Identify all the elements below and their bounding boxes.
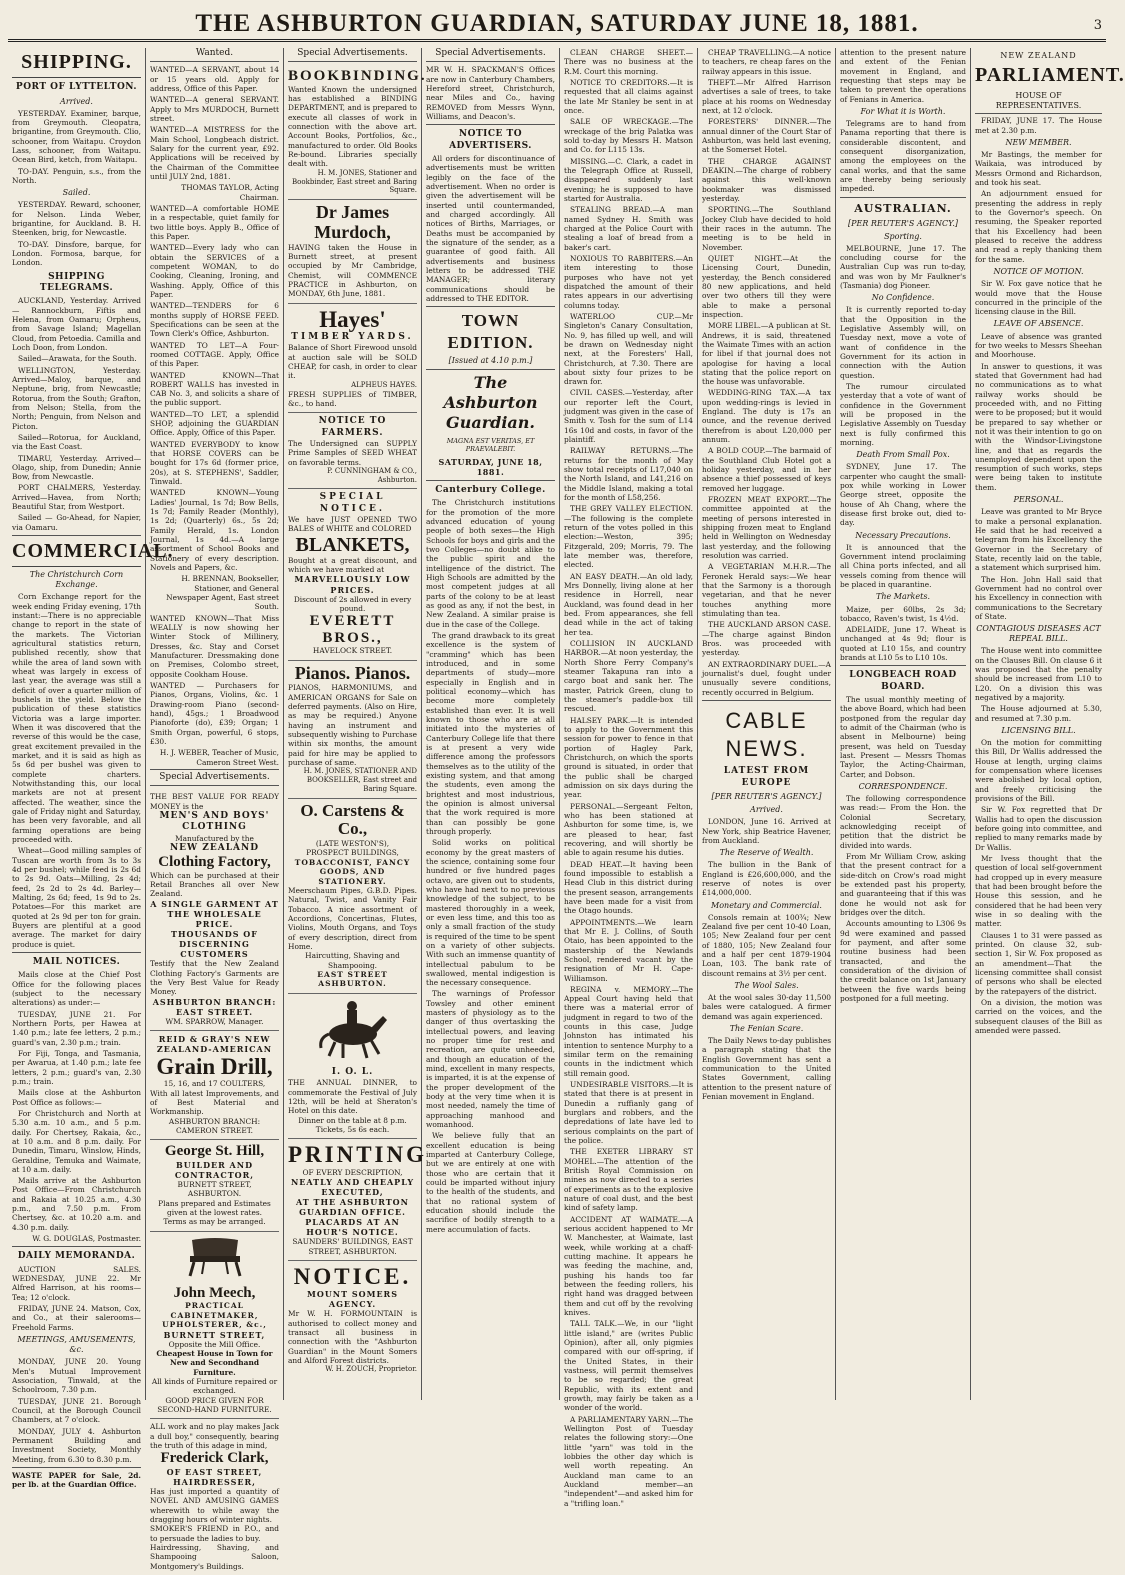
motto: MAGNA EST VERITAS, ET PRAEVALEBIT. [446,436,535,453]
news-item: FRIDAY, JUNE 17. The House met at 2.30 p.m. [975,116,1102,135]
wanted-ad: WANTED—A general SERVANT. Apply to Mrs MURDOCH, Burnett street. [150,95,279,123]
mount-somers-notice: NOTICE. MOUNT SOMERS AGENCY. Mr W. H. FORMOUNTAIN is authorised to collect money and transact all business in connection with the "Ashburton Guardian" in the Mount Somers and Alford Forest districts. W. H. ZOUCH, Proprietor. [288,1263,417,1374]
wanted-ad: WANTED—A comfortable HOME in a respectable, quiet family for two little boys. Apply B., Office of this Paper. [150,203,279,241]
ad-signature: H. J. WEBER, Teacher of Music, Cameron Street West. [159,748,279,767]
news-item: STEALING BREAD.—A man named Sydney H. Smith was charged at the Police Court with stealing a loaf of bread from a baker's cart. [564,205,693,252]
news-item: DEAD HEAT.—It having been found impossible to establish a Head Club in this district during the present season, arrangements have been made for a visit from the Otago hounds. [564,859,693,916]
paragraph: Corn Exchange report for the week ending Friday evening, 17th instant:—There is no appreciable change to report in the state of the markets. The Victorian agricultural statistics return, published recently, show that while the area of land sown with wheat was largely in excess of last year, the average was still a deficit of over a quarter million of bushels in the yield. Below the publication of these statistics Victoria was a large importer. When it was discovered that the reverse of this would be the case, great excitement prevailed in the market, and it is said as high as 5s 6d per bushel was given to complete charters. Notwithstanding this, our local markets are not at present affected. The weather, since the gale of Friday night and Saturday, has been very favorable, and all farming operations are being proceeded with. [12,592,141,844]
builder-ad: George St. Hill, BUILDER AND CONTRACTOR, BURNETT STREET, ASHBURTON. Plans prepared and Estimates given at the lowest rates. Terms as may be arranged. [150,1140,279,1231]
news-item: THE CHARGE AGAINST DEAKIN.—The charge of robbery against this well-known bookmaker was dismissed yesterday. [702,156,831,203]
subheading: Necessary Precautions. [855,530,951,540]
issued-time: [Issued at 4.10 p.m.] [448,356,533,366]
news-item: On the motion for committing this Bill, Dr Wallis addressed the House at length, urging claims for compensation where licenses were abolished by local option, and freely criticising the provisions of the Bill. [975,738,1102,803]
reuters-credit: [PER REUTER'S AGENCY.] [711,792,822,802]
news-item: Sir W. Fox gave notice that he would move that the House concurred in the principle of the licensing clause in the Bill. [975,279,1102,317]
paragraph: TUESDAY, JUNE 21. Borough Council, at the Borough Council Chambers, at 7 o'clock. [12,1396,141,1425]
news-item: The bullion in the Bank of England is £26,600,000, and the reserve of notes is over £14,000,000. [702,860,831,898]
news-item: SYDNEY, June 17. The carpenter who caught the small-pox while working in Lower George street, opposite the house of Ah Chang, where the disease first broke out, died to-day. [840,462,966,528]
town-edition-heading: TOWN EDITION. [447,311,534,352]
news-item: ACCIDENT AT WAIMATE.—A serious accident happened to Mr W. Manchester, at Waimate, last week, while working at a chaff-cutting machine. It appears he was feeding the machine, and, pushing his hands too far between the feeding rollers, his right hand was dragged between them and cut off by the revolving knives. [564,1214,693,1317]
news-item: Accounts amounting to L306 9s 9d were examined and passed for payment, and after some routine business had been transacted, and the consideration of the division of the credit balance on 1st January between the five wards being postponed for a full meeting. [840,919,966,1004]
special-ads-heading: Special Advertisements. [426,48,555,62]
news-item: PERSONAL.—Sergeant Felton, who has been stationed at Ashburton for some time, is, we are pleased to hear, fast recovering, and will shortly be able to again resume his duties. [564,801,693,858]
news-item: A PARLIAMENTARY YARN.—The Wellington Post of Tuesday relates the following story:—One little "yarn" was told in the lobbies the other day which is well worth repeating. An Auckland man came to an Auckland member—an "independent"—and asked him for a "trifling loan." [564,1414,693,1508]
news-item: A BOLD COUP.—The barmaid of the Southland Club Hotel got a holiday yesterday, and in her absence a thief possessed of keys removed her luggage. [702,446,831,493]
shipping-telegrams-heading: SHIPPING TELEGRAMS. [39,271,114,293]
wanted-ad: WANTED—A SERVANT, about 14 or 15 years old. Apply for address, Office of this Paper. [150,65,279,93]
subheading: The Fenian Scare. [729,1024,804,1034]
paragraph: The Christchurch institutions for the promotion of the more advanced education of young people of both sexes—the High Schools for boys and girls and the two Colleges—no doubt alike to the public spirit and the intelligence of the district. The High Schools are admitted by the most competent judges at all parts of the colony to be at least as good as any, if not the best, in New Zealand. A similar praise is due in the case of the College. [426,498,555,629]
news-item: Maize, per 60lbs, 2s 3d; tobacco, Raven's twist, 1s 4½d. [840,604,966,623]
lol-dinner-ad: I. O. L. THE ANNUAL DINNER, to commemorate the Festival of July 12th, will be held at Sheraton's Hotel on this date. Dinner on the table at 8 p.m. Tickets, 5s 6s each. [288,1064,417,1139]
ad-signature: H. BRENNAN, Bookseller, Stationer, and General Newspaper Agent, East street South. [166,574,279,612]
subheading: CORRESPONDENCE. [858,782,948,792]
news-item: Leave was granted to Mr Bryce to make a personal explanation. He said that he had received a telegram from his Excellency the Governor in the Secretary of State, recently laid on the table, a statement which surprised him. [975,507,1102,573]
subheading: LICENSING BILL. [1001,725,1076,735]
port-heading: PORT OF LYTTELTON. [15,82,138,93]
paragraph: WELLINGTON, Yesterday. Arrived—Maloy, barque, and Neptune, brig, from Newcastle; Rotorua, from the South; Grafton, from Nelson; Stella, from the North; Penguin, from Nelson and Picton. [12,365,141,431]
wanted-ad: WANTED EVERYBODY to know that HORSE COVERS can be bought for 17s 6d (former price, 20s), at S. STEPHENS', Saddler, Tinwald. [150,439,279,487]
news-item: THE GREY VALLEY ELECTION.—The following is the complete return of the votes polled in this election:—Weston, 395; Fitzgerald, 209; Morris, 79. The late member was, therefore, elected. [564,504,693,570]
section-shipping: SHIPPING. [12,50,141,78]
newspaper-page [8,8,1125,1571]
news-item: WEDDING-RING TAX.—A tax upon wedding-rings is levied in England. The duty is 17s an ounce, and the revenue derived therefrom is about L20,000 per annum. [702,388,831,445]
clothing-factory-ad: THE BEST VALUE FOR READY MONEY is the MEN'S AND BOYS' CLOTHING Manufactured by the NEW ZEALAND Clothing Factory, Which can be purchased at their Retail Branches all over New Zealand. A SINGLE GARMENT AT THE WHOLESALE PRICE. THOUSANDS OF DISCERNING CUSTOMERS Testify that the New Zealand Clothing Factory's Garments are the Very Best Value for Ready Money. ASHBURTON BRANCH: EAST STREET. WM. SPARROW, Manager. [150,789,279,1031]
news-item: At the wool sales 30-day 11,500 bales were catalogued. A firmer demand was again experienced. [702,993,831,1021]
subheading: Monetary and Commercial. [711,900,822,910]
news-item: CIVIL CASES.—Yesterday, after our reporter left the Court, judgment was given in the case of Smith v. Tosh for the sum of L14 16s 10d and costs, in favor of the plaintiff. [564,388,693,445]
column-special-ads [284,48,428,1400]
news-item: COLLISION IN AUCKLAND HARBOR.—At noon yesterday, the North Shore Ferry Company's steamer Takapuna ran into a cargo boat and sank her. The master, Patrick Green, clung to the steamer's paddle-box till rescued. [564,639,693,714]
news-item: AN EASY DEATH.—An old lady, Mrs Donnelly, living alone at her residence in Horrell, near Auckland, was found dead in her bed. From appearances, she fell dead while in the act of taking her tea. [564,571,693,637]
special-ads-heading: Special Advertisements. [288,48,417,62]
news-item: Consols remain at 100¾; New Zealand five per cent 10-40 Loan, 105; New Zealand four per cent of 1880, 105; New Zealand four and a half per cent 1879-1904 Loan, 103. The bank rate of discount remains at 3½ per cent. [702,912,831,978]
paragraph: FRIDAY, JUNE 24. Matson, Cox, and Co., at their salerooms—Freehold Farms. [12,1304,141,1332]
wanted-ad: WANTED — Purchasers for Pianos, Organs, Violins, &c. 1 Drawing-room Piano (second-hand), 45gs.; 1 Broadwood Pianoforte (do), £39; Organ; 1 Smith Organ, powerful, 6 stops, £30. [150,681,279,746]
news-item: MISSING.—C. Clark, a cadet in the Telegraph Office at Russell, disappeared suddenly last evening; he is supposed to have started for Australia. [564,156,693,203]
page-number: 3 [1093,18,1102,33]
parliament-heading: PARLIAMENT. [975,64,1125,87]
paragraph: Sailed — Go-Ahead, for Napier, via Oamaru. [12,513,141,532]
news-item: RAILWAY RETURNS.—The returns for the month of May show total receipts of L17,040 on the North Island, and L41,216 on the Middle Island, making a total for the month of L58,256. [564,446,693,503]
subheading: CONTAGIOUS DISEASES ACT REPEAL BILL. [976,624,1101,644]
daily-memoranda-heading: DAILY MEMORANDA. [17,1251,136,1262]
news-item: An adjournment ensued for presenting the address in reply to the Governor's speech. On resuming, the Speaker reported that his Excellency had been pleased to receive the address and read a reply thanking them for the same. [975,189,1102,264]
wanted-ad: WANTED—TENDERS for 6 months supply of HORSE FEED. Specifications can be seen at the Town Clerk's Office, Ashburton. [150,301,279,339]
meetings-heading: MEETINGS, AMUSEMENTS, &c. [17,1335,136,1355]
wanted-ad: WANTED KNOWN—Young Ladies' Journal, 1s 7d; Bow Bells, 1s 7d; Family Reader (Monthly), 1s 2d; (Quarterly) 6s., 5s 2d; Family Herald, 1s. London Journal, 1s 4d.—A large assortment of School Books and Stationery of every description. Novels and Papers, &c. [150,488,279,573]
news-item: Mr Bastings, the member for Waikaia, was introduced by Messrs Ormond and Richardson, and took his seat. [975,150,1102,188]
masthead [8,8,1106,42]
news-item: FROZEN MEAT EXPORT.—The committee appointed at the meeting of persons interested in shipping frozen meat to England held in Wellington on Wednesday last yesterday, and the following resolution was carried. [702,495,831,561]
news-item: QUIET NIGHT.—At the Licensing Court, Dunedin, yesterday, the Bench considered 80 new applications, and held over two others till they were able to make a personal inspection. [702,253,831,319]
subheading: For What it is Worth. [860,106,946,116]
news-item: Mr Ivess thought that the question of local self-government had cropped up in every measure that had been brought before the House this session, and he considered that he had been very wise in so dealing with the matter. [975,853,1102,929]
paragraph: YESTERDAY. Examiner, barque, from Greymouth. Cleopatra, brigantine, from Greymouth. Clio, schooner, from Waitapu. Croydon Lass, schooner, from Waitapu. Ocean Bird, ketch, from Waitapu. [12,108,141,165]
news-item: From Mr William Crow, asking that the present contract for a side-ditch on Crow's road might be extended past his property, and guaranteeing that if this was done he would not ask for bridges over the ditch. [840,852,966,918]
column-editorial [422,48,560,1400]
paragraph: Wheat—Good milling samples of Tuscan are worth from 3s to 3s 4d per bushel; while feed is 2s 6d to 2s 9d. Oats—Milling, 2s 4d; feed, 2s 2d to 2s 4d. Barley—Malting, 2s 6d; feed, 1s 9d to 2s. Potatoes—For this market are quoted at 2s 9d per ton for grain. Buyers are plentiful at a good average. The market for dairy produce is quiet. [12,846,141,949]
paragraph: The warnings of Professor Towsley and other eminent masters of physiology as to the danger of thus overtasking the intellectual powers, and leaving no proper time for rest and recreation, are quite unheeded, and though an education of the mind, excellent in many respects, is imparted, it is at the expense of the proper development of the body at the very time when it is most needed, namely the time of approaching manhood and womanhood. [426,989,555,1130]
subheading: Sporting. [884,231,922,241]
masthead-gothic-title: The Ashburton Guardian. [443,373,538,433]
spackman-notice: MR W. H. SPACKMAN'S Offices are now in Canterbury Chambers, Hereford street, Christchurch, near Miles and Co., having REMOVED from Messrs Wynn, Williams, and Deacon's. [426,65,555,121]
cabinetmaker-ad: John Meech, PRACTICAL CABINETMAKER, UPHOLSTERER, &c., BURNETT STREET, Opposite the Mill Office. Cheapest House in Town for New and Secondhand Furniture. All kinds of Furniture repaired or exchanged. GOOD PRICE GIVEN FOR SECOND-HAND FURNITURE. [150,1282,279,1420]
wanted-ad: WANTED TO LET—A Four-roomed COTTAGE. Apply, Office of this Paper. [150,340,279,369]
wanted-ad: WANTED—Every lady who can obtain the SERVICES of a competent WOMAN, to do Cooking, Cleaning, Ironing, and Washing. Apply, Office of this Paper. [150,243,279,299]
column-parliament [971,48,1125,1400]
news-item: THEFT.—Mr Alfred Harrison advertises a sale of trees, to take place at his rooms on Wednesday next, at 12 o'clock. [702,77,831,115]
postmaster-signature: W. G. DOUGLAS, Postmaster. [32,1234,141,1244]
subheading: PERSONAL. [1013,495,1064,505]
news-item: The House went into committee on the Clauses Bill. On clause 6 it was proposed that the penalty should be increased from L10 to L20. On a division this was negatived by a majority. [975,646,1102,702]
paragraph: AUCTION SALES. WEDNESDAY, JUNE 22. Mr Alfred Harrison, at his rooms—Tea; 12 o'clock. [12,1264,141,1302]
chair-illustration [180,1236,250,1278]
news-item: It is announced that the Government intend proclaiming all China ports infected, and all vessels coming from thence will be placed in quarantine. [840,542,966,590]
section-commercial: COMMERCIAL. [12,539,141,567]
column-shipping [8,48,174,1490]
wanted-heading: Wanted. [150,48,279,62]
corn-exchange-heading: The Christchurch Corn Exchange. [29,570,124,590]
news-item: NOXIOUS TO RABBITERS.—An item interesting to those purposes who have not yet dispatched the amount of their rates appears in our advertising columns today. [564,253,693,310]
news-item: MELBOURNE, June 17. The concluding course for the Australian Cup was run to-day, and was won by Mr Faulkner's (Tasmania) dog Pioneer. [840,243,966,290]
paragraph: TO-DAY. Dinsfore, barque, for London. Formosa, barque, for London. [12,239,141,268]
column-local-news [560,48,698,1508]
hairdresser-ad: ALL work and no play makes Jack a dull boy," consequently, bearing the truth of this adage in mind, Frederick Clark, OF EAST STREET, HAIRDRESSER, Has just imported a quantity of NOVEL AND AMUSING GAMES wherewith to while away the dragging hours of winter nights. SMOKER'S FRIEND in P.O., and to persuade the ladies to buy. Hairdressing, Shaving, and Shampooing Saloon, Montgomery's Buildings. [150,1422,279,1571]
paragraph: MONDAY, JUNE 20. Young Men's Mutual Improvement Association, Tinwald, at the Schoolroom, 7.30 p.m. [12,1357,141,1395]
news-item: The Hon. John Hall said that Government had no control over his Excellency in connection with communications to the Secretary of State. [975,574,1102,621]
paragraph: Sailed—Arawata, for the South. [18,354,137,364]
subheading: NEW MEMBER. [1005,138,1072,148]
news-item: AN EXTRAORDINARY DUEL.—A journalist's duel, fought under unusually severe conditions, recently occurred in Belgium. [702,659,832,697]
paragraph: Mails arrive at the Ashburton Post Office—From Christchurch and Rakaia at 10.25 a.m., 4.30 p.m., and 7.50 p.m. From Chertsey, &c. at 10.20 a.m. and 4.30 p.m. daily. [12,1176,141,1232]
news-item: The Daily News to-day publishes a paragraph stating that the English Government has sent a communication to the United States Government, calling attention to the present nature of Fenian movement in England. [702,1036,831,1102]
news-item: LONDON, June 16. Arrived at New York, ship Beatrice Havener, from Auckland. [702,817,831,845]
paragraph: YESTERDAY. Reward, schooner, for Nelson. Linda Weber, brigantine, for Auckland. B. H. Steenken, brig, for Newcastle. [12,200,141,238]
wanted-ad: WANTED KNOWN—That ROBERT WALLS has invested in CAB No. 3, and solicits a share of the public support. [150,370,279,408]
paragraph: TIMARU, Yesterday. Arrived—Olago, ship, from Dunedin; Annie Bow, from Newcastle. [12,453,141,482]
news-item: CLEAN CHARGE SHEET.—There was no business at the R.M. Court this morning. [564,48,693,76]
news-item: NOTICE TO CREDITORS.—It is requested that all claims against the late Mr Stanley be sent in at once. [564,77,693,115]
news-item: MORE LIBEL.—A publican at St. Andrews, it is said, threatened the Waimate Times with an action for libel if that journal does not apologise for having a local stating that the police report on the house was unfavorable. [702,321,831,387]
house-heading: HOUSE OF REPRESENTATIVES. [975,91,1102,114]
news-item: Telegrams are to hand from Panama reporting that there is considerable discontent, and consequent disorganization, among the employees on the canal works, and that the same are thereby being seriously impeded. [840,119,966,194]
news-item: UNDESIRABLE VISITORS.—It is stated that there is at present in Dunedin a ruffianly gang of burglars and robbers, and the depredations of late have led to serious complaints on the part of the police. [564,1080,693,1146]
road-board-heading: LONGBEACH ROAD BOARD. [849,670,957,692]
news-item: FORESTERS' DINNER.—The annual dinner of the Court Star of Ashburton, was held last evening, at the Somerset Hotel. [702,117,831,155]
paragraph: Mails close at the Chief Post Office for the following places (subject to the necessary alterations) as under:— [12,970,141,1008]
australian-heading: AUSTRALIAN. [854,201,952,215]
farmers-notice-ad: NOTICE TO FARMERS. The Undersigned can SUPPLY Prime Samples of SEED WHEAT on favorable terms. P. CUNNINGHAM & CO., Ashburton. [288,413,417,489]
wanted-ad: WANTED—A MISTRESS for the Main School, Longbeach district. Salary for the current year, £92. Applications will be received by the Chairman of the Committee until JULY 2nd, 1881. [150,125,279,181]
arrived-heading: Arrived. [750,805,783,815]
news-item: On a division, the motion was carried on the voices, and the subsequent clauses of the Bill as amended were passed. [975,997,1102,1035]
news-item: THE AUCKLAND ARSON CASE.—The charge against Bindon Bros. was proceeded with yesterday. [702,620,831,658]
subheading: The Reserve of Wealth. [719,848,814,858]
printing-ad: PRINTING OF EVERY DESCRIPTION, NEATLY AND CHEAPLY EXECUTED, AT THE ASHBURTON GUARDIAN OFFICE. PLACARDS AT AN HOUR'S NOTICE. SAUNDERS' BUILDINGS, EAST STREET, ASHBURTON. [288,1139,417,1261]
news-item: The usual monthly meeting of the above Board, which had been postponed from the regular day to admit of the Chairman (who is absent in Melbourne) being present, was held on Tuesday last. Present — Messrs Thomas Taylor, the Acting-Chairman, Carter, and Dobson. [840,695,966,779]
subheading: LEAVE OF ABSENCE. [993,319,1084,329]
news-item: In answer to questions, it was stated that Government had had no communications as to what railway works should be proceeded with, and no Fitting were to be proposed; but it would be prepared to say whether or not it was their intention to go on with the Windsor-Livingstone line, and that as regards the unemployed dependent upon the resumption of such works, steps were being taken to institute them. [975,361,1102,492]
news-item: ADELAIDE, June 17. Wheat is unchanged at 4s 9d; flour is quoted at L10 15s, and country brands at L10 5s to L10 10s. [840,625,966,663]
news-item: The following correspondence was read:— From the Hon. the Colonial Secretary, acknowledging receipt of petition that the district be divided into wards. [840,794,966,850]
editorial-heading: Canterbury College. [435,485,546,496]
wanted-ad: WANTED KNOWN—That Miss WEALLY is now showing her Winter Stock of Millinery, Dresses, &c. Stay and Corset Manufacturer. Dressmaking done on Premises, Colombo street, opposite Cookham House. [150,613,279,679]
editorial-date: SATURDAY, JUNE 18, 1881. [438,456,543,478]
paragraph: TUESDAY, JUNE 21. For Northern Ports, per Hawea at 1.40 p.m.; late fee letters, 2 p.m.; guard's van, 2.30 p.m.; train. [12,1009,141,1047]
subheading: NOTICE OF MOTION. [993,267,1084,277]
column-australian [836,48,971,1400]
notice-to-advertisers-heading: NOTICE TO ADVERTISERS. [449,129,532,151]
reuters-credit: [PER REUTER'S AGENCY.] [848,218,958,228]
subheading: No Confidence. [871,293,935,303]
news-item: Sir W. Fox regretted that Dr Wallis had to open the discussion before going into committee, and replied to many remarks made by Dr Wallis. [975,805,1102,852]
news-item: The rumour circulated yesterday that a vote of want of confidence in the Government will be proposed in the Legislative Assembly on Tuesday next is fully confirmed this morning. [840,382,966,447]
news-item: REGINA v. MEMORY.—The Appeal Court having held that there was a material error of judgment in regard to two of the counts in this case, Judge Johnston has intimated his intention to sentence Murphy to a similar term on the remaining counts in the indictment which still remain good. [564,984,693,1078]
sailed-heading: Sailed. [62,188,91,198]
paragraph: Solid works on political economy by the great masters of the science, containing some four hundred or five hundred pages octavo, are given out to students, who have had next to no previous knowledge of the subject, to be mastered thoroughly in a week, or even less time, and this too as only a small fraction of the study is required of the time to be spent on a variety of other subjects. With such an immense quantity of intellectual pabulum to be swallowed, mental indigestion is the necessary consequence. [426,838,555,988]
blankets-ad: SPECIAL NOTICE. We have JUST OPENED TWO BALES of WHITE and COLORED BLANKETS, Bought at a great discount, and which we have marked at MARVELLOUSLY LOW PRICES. Discount of 2s allowed in every pound. EVERETT BROS., HAVELOCK STREET. [288,489,417,660]
news-item: WATERLOO CUP.—Mr Singleton's Canary Consultation, No. 9, has filled up well, and will be drawn on Wednesday night next, at the Foresters' Hall, Christchurch, at 7.30. There are about sixty four prizes to be drawn for. [564,311,693,387]
paragraph: The grand drawback to its great excellence is the system of "cramming" which has been introduced, and in some departments of study—more especially in English and in political economy—which has become more completely established than ever. It is well known to those who are at all initiated into the mysteries of Canterbury College life that there is at present a very wide difference among the professors themselves as to the utility of the existing system, and that among the students, even among the brightest and most industrious, the opinion is almost universal that the work required is more than can possibly be gone through properly. [426,631,555,836]
subheading: The Wool Sales. [734,980,799,990]
news-item: The House adjourned at 5.30, and resumed at 7.30 p.m. [975,704,1102,723]
new-zealand-label: NEW ZEALAND [1000,51,1077,60]
paragraph: PORT CHALMERS, Yesterday. Arrived—Havea, from North; Beautiful Star, from Westport. [12,483,141,512]
news-item: It is currently reported to-day that the Opposition in the Legislative Assembly will, on Tuesday next, move a vote of want of confidence in the Government for its action in connection with the Aution question. [840,305,966,380]
news-item: SPORTING.—The Southland Jockey Club have decided to hold their races in the autumn. The meeting is to be held in November. [702,205,831,252]
news-item: SALE OF WRECKAGE.—The wreckage of the brig Palatka was sold to-day by Messrs H. Matson and Co. for L115 13s. [564,117,693,155]
paragraph: Mails close at the Ashburton Post Office as follows:— [12,1088,141,1107]
news-item: TALL TALK.—We, in our "light little island," are (writes Public Opinion), after all, only pigmies compared with our off-spring, if the United States, in their vastness, will permit themselves to be so regarded; the great Republic, with its extent and growth, may fairly be taken as a wonder of the world. [564,1319,693,1413]
ad-signature: THOMAS TAYLOR, Acting Chairman. [181,183,279,202]
paragraph: For Christchurch and North at 5.30 a.m. 10 a.m., and 5 p.m. daily. For Chertsey, Rakaia, &c., at 10 a.m. and 8 p.m. daily. For Dunedin, Timaru, Winslow, Hinds, Geraldine, Temuka and Waimate, at 10 a.m. daily. [12,1108,141,1174]
waste-paper-ad: WASTE PAPER for Sale, 2d. per lb. at the Guardian Office. [12,1470,141,1490]
news-item: Leave of absence was granted for two weeks to Messrs Sheehan and Moorhouse. [975,331,1102,360]
paragraph: All orders for discontinuance of advertisements must be written legibly on the face of the advertisement. When no order is given the advertisement will be inserted until countermanded, and charged accordingly. All notices of Births, Marriages, or Deaths must be accompanied by the signature of the sender, as a guarantee of good faith. All advertisements and business letters to be addressed THE MANAGER; literary communications should be addressed to THE EDITOR. [426,153,555,303]
subheading: Death From Small Pox. [856,450,950,460]
pianos-ad: Pianos. Pianos. PIANOS, HARMONIUMS, and AMERICAN ORGANS for Sale on deferred payments. (Also on Hire, as may be required.) Anyone having an instrument and subsequently wishing to Purchase within six months, the amount paid for hire may be applied to purchase of same. H. M. JONES, STATIONER AND BOOKSELLER, East street and Baring Square. [288,661,417,799]
arrived-heading: Arrived. [60,96,93,106]
horseman-illustration [313,998,393,1060]
news-item: attention to the present nature and extent of the Fenian movement in England, and requesting that steps may be taken to prevent the operations of Fenians in America. [840,48,966,104]
paragraph: TO-DAY. Penguin, s.s., from the North. [12,166,141,185]
newspaper-title: THE ASHBURTON GUARDIAN, SATURDAY JUNE 18, 1881. [195,10,919,37]
news-item: APPOINTMENTS.—We learn that Mr E. J. Collins, of South Otaio, has been appointed to the mastership of the Newlands School, rendered vacant by the resignation of Mr H. Cape-Williamson. [564,917,693,983]
paragraph: For Fiji, Tonga, and Tasmania, per Awarua, at 1.40 p.m.; late fee letters, 2 p.m.; guard's van, 2.30 p.m.; train. [12,1048,141,1086]
news-item: A VEGETARIAN M.H.R.—The Feronek Herald says:—We hear that the Sarmony is a thorough vegetarian, and that he never touches anything more stimulating than tea. [702,562,831,619]
latest-from-europe: LATEST FROM EUROPE [723,766,810,788]
news-item: Clauses 1 to 31 were passed as printed. On clause 32, sub-section 1, Sir W. Fox proposed as an amendment—That the licensing committee shall consist of persons who shall be elected by the ratepayers of the district. [975,930,1102,996]
column-wanted [146,48,284,1571]
news-item: THE EXETER LIBRARY ST MOHEL.—The attention of the British Royal Commission on mines as now directed to a series of experiments as to the explosive nature of coal dust, and the best kind of safety lamp. [564,1147,693,1213]
cable-news-heading: CABLE NEWS. [725,707,808,761]
mail-notices-heading: MAIL NOTICES. [32,956,121,967]
paragraph: MONDAY, JULY 4. Ashburton Permanent Building and Investment Society, Monthly Meeting, from 6.30 to 8.30 p.m. [12,1426,141,1464]
subheading: The Markets. [876,592,930,602]
paragraph: AUCKLAND, Yesterday. Arrived — Rannockburn, Fiftis and Helena, from Oamaru; Orpheus, from Savage Island; Magellan Cloud, from Petoedia. Camilla and Loch Doon, from London. [12,296,141,352]
wanted-ad: WANTED—TO LET, a splendid SHOP, adjoining the GUARDIAN Office. Apply, Office of this Paper. [150,409,279,438]
grain-drill-ad: REID & GRAY'S NEW ZEALAND-AMERICAN Grain Drill, 15, 16, and 17 COULTERS, With all latest Improvements, and of Best Material and Workmanship. ASHBURTON BRANCH: CAMERON STREET. [150,1031,279,1140]
doctor-ad: Dr James Murdoch, HAVING taken the House in Burnett street, at present occupied by Mr Cambridge, Chemist, will COMMENCE PRACTICE in Ashburton, on MONDAY, 6th June, 1881. [288,200,417,304]
column-cable-news [698,48,836,1400]
paragraph: Sailed—Rotorua, for Auckland, via the East Coast. [12,432,141,452]
timber-yards-ad: Hayes' TIMBER YARDS. Balance of Short Firewood unsold at auction sale will be SOLD CHEAP, for cash, in order to clear it. ALPHEUS HAYES. FRESH SUPPLIES of TIMBER, &c., to hand. [288,304,417,413]
paragraph: We believe fully that an excellent education is being imparted at Canterbury College, but we are entirely at one with those who are certain that it could be imparted without injury to the health of the students, and that no rational system of education should include the sacrifice of bodily strength to a mere accumulation of facts. [426,1131,555,1234]
special-ads-heading: Special Advertisements. [150,769,279,786]
news-item: CHEAP TRAVELLING.—A notice to teachers, re cheap fares on the railway appears in this issue. [702,48,831,76]
bookbinding-ad: BOOKBINDING. Wanted Known the undersigned has established a BINDING DEPARTMENT, and is prepared to execute all classes of work in connection with the above art. Account Books, Portfolios, &c., manufactured to order. Old Books Re-bound. Libraries specially dealt with. H. M. JONES, Stationer and Bookbinder, East street and Baring Square. [288,65,417,200]
news-item: HALSEY PARK.—It is intended to apply to the Government this session for power to fence in that portion of Hagley Park, Christchurch, on which the sports ground is situated, in order that the public shall be charged admission on six days during the year. [564,715,693,800]
tobacconist-ad: O. Carstens & Co., (LATE WESTON'S), PROSPECT BUILDINGS, TOBACCONIST, FANCY GOODS, AND STATIONERY. Meerschaum Pipes, G.B.D. Pipes. Natural, Twist, and Vanity Fair Tobacco. A nice assortment of Accordions, Concertinas, Flutes, Violins, Mouth Organs, and Toys of every description, direct from Home. Haircutting, Shaving and Shampooing. EAST STREET ASHBURTON. [288,799,417,994]
